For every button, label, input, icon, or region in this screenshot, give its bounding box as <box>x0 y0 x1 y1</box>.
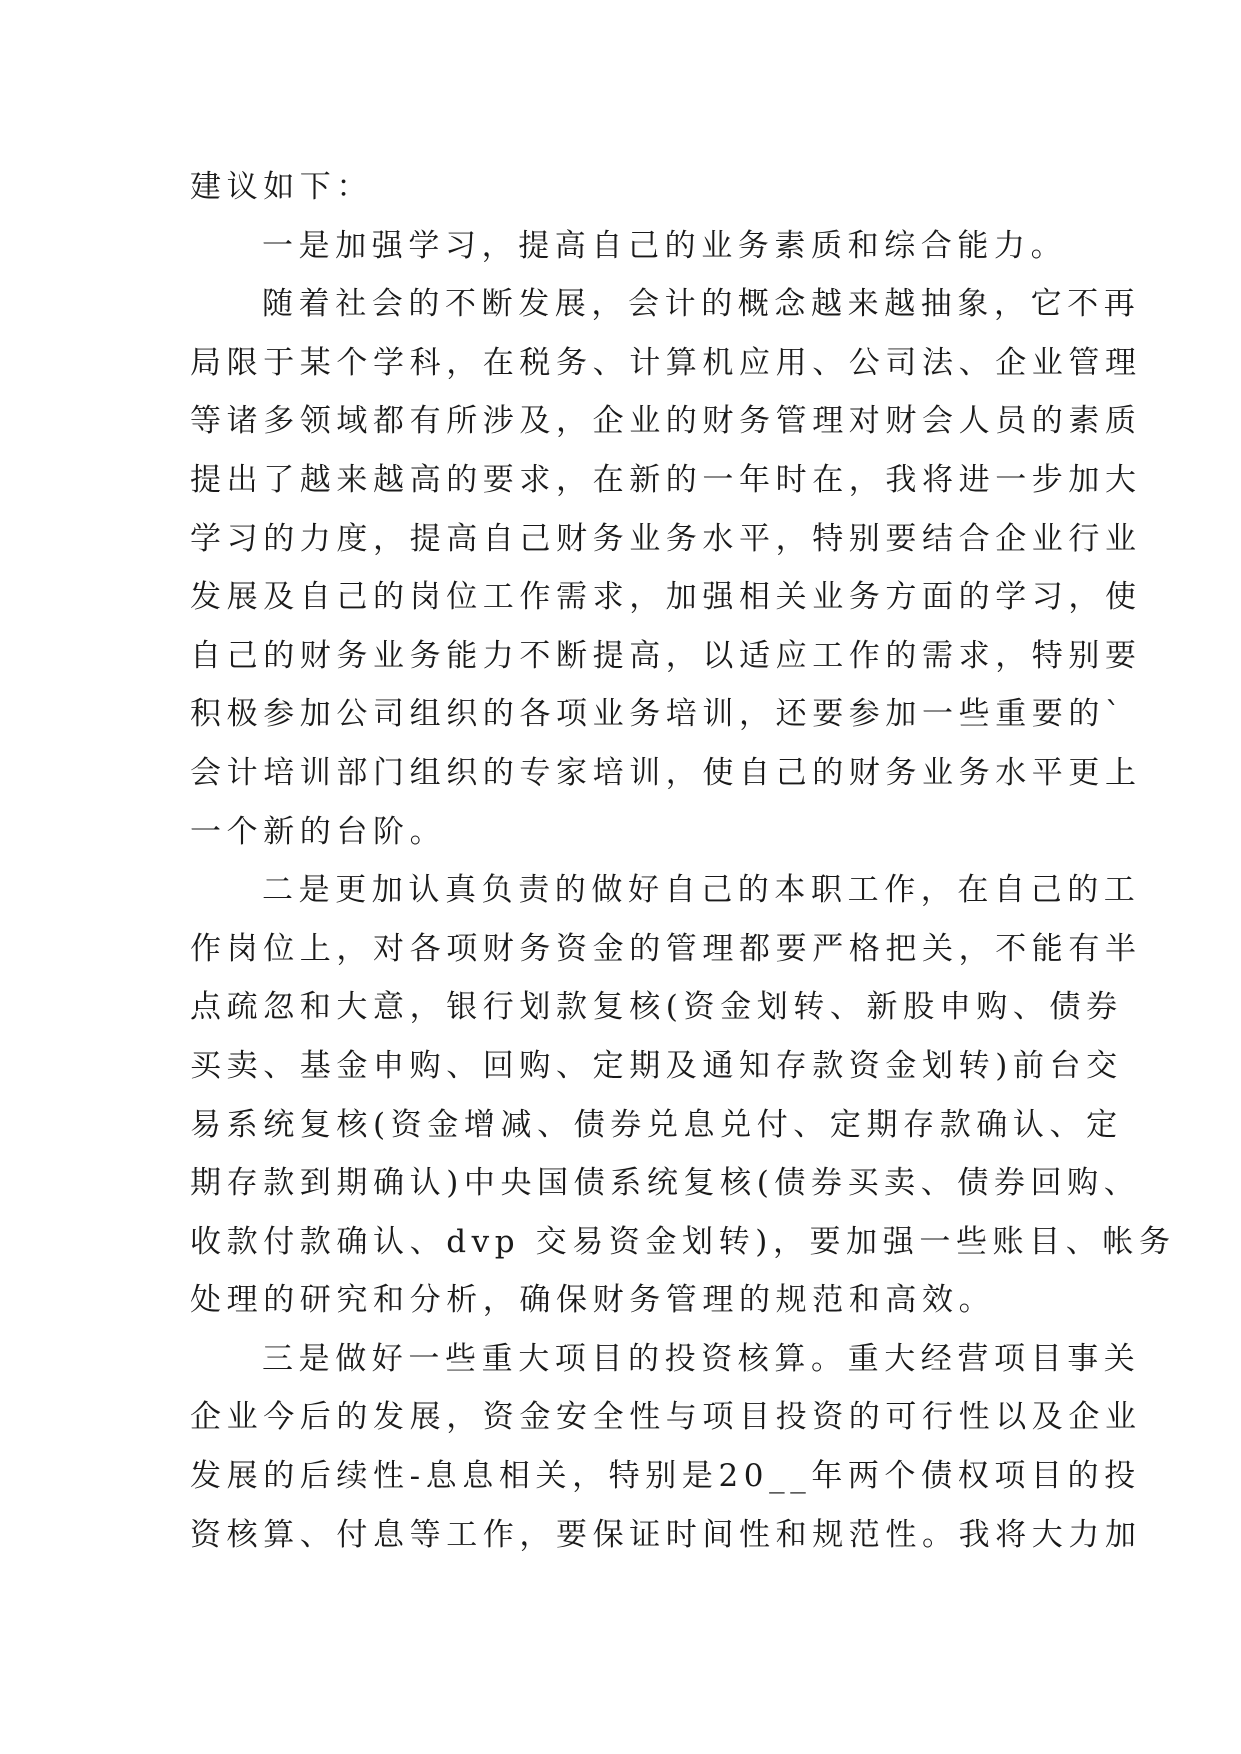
text-line: 等诸多领域都有所涉及，企业的财务管理对财会人员的素质 <box>190 403 1142 440</box>
text-line: 会计培训部门组织的专家培训，使自己的财务业务水平更上 <box>190 754 1142 791</box>
text-line: 期存款到期确认)中央国债系统复核(债券买卖、债券回购、 <box>190 1165 1141 1202</box>
text-line: 一个新的台阶。 <box>190 813 447 850</box>
text-line: 积极参加公司组织的各项业务培训，还要参加一些重要的` <box>190 696 1127 733</box>
text-line: 一是加强学习，提高自己的业务素质和综合能力。 <box>262 227 1068 264</box>
text-line: 三是做好一些重大项目的投资核算。重大经营项目事关 <box>262 1340 1141 1377</box>
text-line: 收款付款确认、dvp 交易资金划转)，要加强一些账目、帐务 <box>190 1223 1176 1260</box>
document-body <box>190 158 1176 1564</box>
text-line: 发展及自己的岗位工作需求，加强相关业务方面的学习，使 <box>190 579 1142 616</box>
text-line: 资核算、付息等工作，要保证时间性和规范性。我将大力加 <box>190 1516 1142 1553</box>
text-line: 企业今后的发展，资金安全性与项目投资的可行性以及企业 <box>190 1399 1142 1436</box>
text-line: 建议如下： <box>190 169 373 205</box>
text-line: 学习的力度，提高自己财务业务水平，特别要结合企业行业 <box>190 520 1142 557</box>
text-line: 买卖、基金申购、回购、定期及通知存款资金划转)前台交 <box>190 1047 1123 1084</box>
text-line: 点疏忽和大意，银行划款复核(资金划转、新股申购、债券 <box>190 989 1123 1026</box>
text-line: 作岗位上，对各项财务资金的管理都要严格把关，不能有半 <box>190 930 1142 967</box>
text-line: 提出了越来越高的要求，在新的一年时在，我将进一步加大 <box>190 461 1142 498</box>
text-line: 自己的财务业务能力不断提高，以适应工作的需求，特别要 <box>190 637 1142 674</box>
text-line: 随着社会的不断发展，会计的概念越来越抽象，它不再 <box>262 286 1141 323</box>
text-line: 处理的研究和分析，确保财务管理的规范和高效。 <box>190 1282 996 1319</box>
text-line: 二是更加认真负责的做好自己的本职工作，在自己的工 <box>262 872 1141 909</box>
text-line: 发展的后续性-息息相关，特别是20__年两个债权项目的投 <box>190 1458 1141 1495</box>
text-line: 局限于某个学科，在税务、计算机应用、公司法、企业管理 <box>190 344 1142 381</box>
text-line: 易系统复核(资金增减、债券兑息兑付、定期存款确认、定 <box>190 1106 1123 1143</box>
